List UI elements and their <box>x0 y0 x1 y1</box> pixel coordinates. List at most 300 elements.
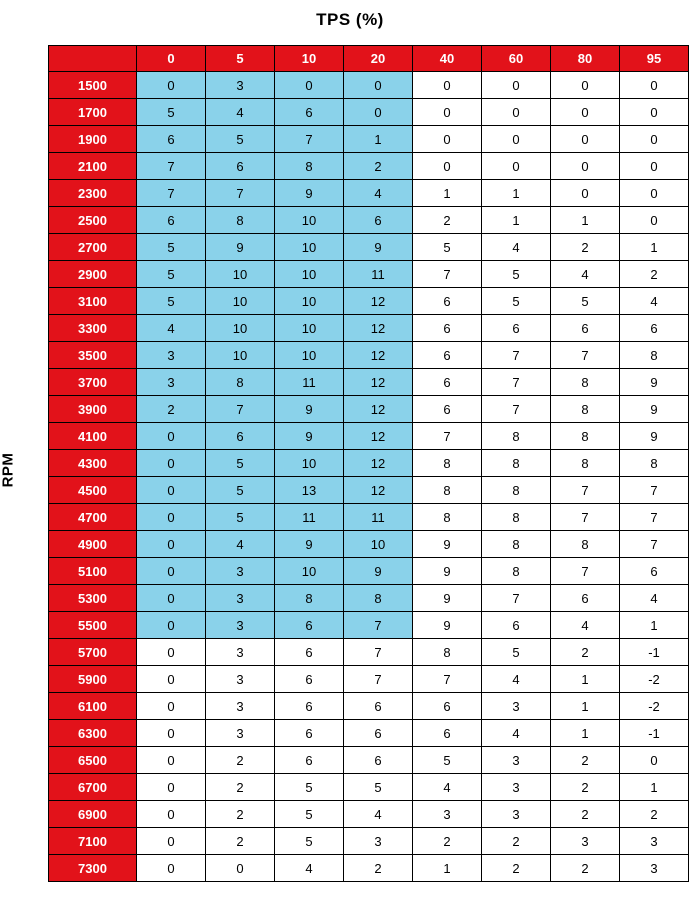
data-cell: 9 <box>206 234 275 261</box>
data-cell: 0 <box>344 99 413 126</box>
data-cell: 3 <box>551 828 620 855</box>
data-cell: -2 <box>620 666 689 693</box>
data-cell: 6 <box>275 639 344 666</box>
table-body <box>49 72 689 882</box>
data-cell: 3 <box>620 828 689 855</box>
data-cell: 7 <box>344 612 413 639</box>
data-cell: -2 <box>620 693 689 720</box>
data-cell: 3 <box>206 558 275 585</box>
column-header: 20 <box>344 46 413 72</box>
data-cell: 5 <box>206 126 275 153</box>
data-cell: 0 <box>137 612 206 639</box>
data-cell: 5 <box>137 234 206 261</box>
data-cell: 2 <box>206 774 275 801</box>
row-header: 3500 <box>49 342 137 369</box>
data-cell: 10 <box>275 207 344 234</box>
data-cell: 9 <box>275 180 344 207</box>
row-header: 6300 <box>49 720 137 747</box>
table-row <box>49 423 689 450</box>
data-cell: 12 <box>344 315 413 342</box>
data-cell: 12 <box>344 450 413 477</box>
data-cell: 5 <box>275 828 344 855</box>
table-row <box>49 450 689 477</box>
data-cell: 2 <box>620 261 689 288</box>
data-cell: 0 <box>137 666 206 693</box>
data-cell: 1 <box>482 207 551 234</box>
row-header: 4500 <box>49 477 137 504</box>
data-cell: 0 <box>482 126 551 153</box>
table-row <box>49 180 689 207</box>
data-cell: 10 <box>206 261 275 288</box>
data-cell: 8 <box>551 369 620 396</box>
data-cell: 3 <box>620 855 689 882</box>
data-cell: 6 <box>482 315 551 342</box>
data-cell: 8 <box>482 423 551 450</box>
data-cell: 6 <box>413 315 482 342</box>
data-cell: 2 <box>413 207 482 234</box>
table-row <box>49 828 689 855</box>
data-cell: 3 <box>482 693 551 720</box>
data-cell: 7 <box>551 504 620 531</box>
data-cell: 3 <box>137 369 206 396</box>
data-cell: 5 <box>482 639 551 666</box>
data-cell: 6 <box>413 342 482 369</box>
row-header: 7100 <box>49 828 137 855</box>
table-header-row <box>49 46 689 72</box>
data-cell: 9 <box>275 531 344 558</box>
chart-title: TPS (%) <box>316 10 384 29</box>
data-cell: 11 <box>275 369 344 396</box>
table-row <box>49 396 689 423</box>
data-cell: 9 <box>620 396 689 423</box>
data-cell: 6 <box>620 558 689 585</box>
data-cell: 2 <box>551 639 620 666</box>
data-cell: 3 <box>137 342 206 369</box>
data-cell: 10 <box>275 315 344 342</box>
row-header: 2100 <box>49 153 137 180</box>
data-cell: 1 <box>551 666 620 693</box>
column-header: 0 <box>137 46 206 72</box>
row-header: 2500 <box>49 207 137 234</box>
row-header: 6500 <box>49 747 137 774</box>
data-cell: 0 <box>620 99 689 126</box>
data-cell: 8 <box>551 396 620 423</box>
data-cell: 9 <box>275 423 344 450</box>
data-cell: 0 <box>206 855 275 882</box>
data-cell: 9 <box>413 531 482 558</box>
data-cell: 3 <box>206 72 275 99</box>
data-table-wrapper <box>48 45 689 882</box>
table-row <box>49 801 689 828</box>
data-cell: 11 <box>344 261 413 288</box>
data-cell: 2 <box>551 855 620 882</box>
data-cell: 7 <box>482 396 551 423</box>
data-cell: 3 <box>482 801 551 828</box>
row-header: 5700 <box>49 639 137 666</box>
table-header <box>49 46 689 72</box>
table-row <box>49 288 689 315</box>
data-cell: 3 <box>206 612 275 639</box>
data-cell: 2 <box>413 828 482 855</box>
table-row <box>49 855 689 882</box>
data-cell: 5 <box>137 99 206 126</box>
table-row <box>49 774 689 801</box>
table-row <box>49 72 689 99</box>
data-cell: 2 <box>482 828 551 855</box>
data-cell: 5 <box>206 477 275 504</box>
data-cell: 6 <box>413 396 482 423</box>
table-row <box>49 666 689 693</box>
row-header: 3100 <box>49 288 137 315</box>
data-cell: 10 <box>275 558 344 585</box>
y-axis-label: RPM <box>0 452 17 488</box>
data-cell: 7 <box>344 666 413 693</box>
data-cell: 0 <box>551 180 620 207</box>
table-row <box>49 747 689 774</box>
data-cell: 3 <box>413 801 482 828</box>
data-cell: 6 <box>551 315 620 342</box>
data-cell: 7 <box>137 180 206 207</box>
data-cell: 3 <box>482 747 551 774</box>
column-header: 40 <box>413 46 482 72</box>
data-cell: 8 <box>413 639 482 666</box>
data-cell: 8 <box>413 477 482 504</box>
data-cell: 3 <box>206 720 275 747</box>
data-cell: 8 <box>482 504 551 531</box>
data-cell: 7 <box>344 639 413 666</box>
data-cell: 7 <box>551 477 620 504</box>
data-cell: 0 <box>137 801 206 828</box>
data-cell: 4 <box>275 855 344 882</box>
table-row <box>49 342 689 369</box>
table-row <box>49 315 689 342</box>
data-cell: 1 <box>551 693 620 720</box>
data-cell: 5 <box>482 288 551 315</box>
data-cell: 7 <box>551 558 620 585</box>
data-cell: 2 <box>620 801 689 828</box>
data-cell: -1 <box>620 639 689 666</box>
data-cell: 8 <box>620 450 689 477</box>
data-cell: 4 <box>482 720 551 747</box>
table-corner-cell <box>49 46 137 72</box>
data-cell: 7 <box>413 261 482 288</box>
data-cell: 9 <box>620 369 689 396</box>
data-cell: 9 <box>344 558 413 585</box>
data-cell: 0 <box>620 180 689 207</box>
data-cell: 3 <box>206 693 275 720</box>
table-row <box>49 126 689 153</box>
data-cell: 13 <box>275 477 344 504</box>
data-cell: 6 <box>137 126 206 153</box>
data-cell: 12 <box>344 477 413 504</box>
column-header: 60 <box>482 46 551 72</box>
data-cell: 1 <box>551 720 620 747</box>
data-cell: 5 <box>206 450 275 477</box>
data-cell: 6 <box>344 693 413 720</box>
data-cell: 10 <box>275 342 344 369</box>
data-cell: 0 <box>344 72 413 99</box>
table-row <box>49 207 689 234</box>
data-cell: 6 <box>620 315 689 342</box>
data-cell: 1 <box>551 207 620 234</box>
data-cell: 10 <box>275 234 344 261</box>
table-row <box>49 504 689 531</box>
data-cell: 2 <box>551 234 620 261</box>
data-cell: 9 <box>413 612 482 639</box>
data-cell: 0 <box>137 774 206 801</box>
data-cell: 7 <box>206 396 275 423</box>
row-header: 3300 <box>49 315 137 342</box>
row-header: 2700 <box>49 234 137 261</box>
data-cell: 5 <box>344 774 413 801</box>
data-cell: 8 <box>206 207 275 234</box>
data-cell: 12 <box>344 288 413 315</box>
row-header: 4300 <box>49 450 137 477</box>
row-header: 6900 <box>49 801 137 828</box>
data-cell: 7 <box>275 126 344 153</box>
data-cell: 5 <box>551 288 620 315</box>
data-cell: 6 <box>206 153 275 180</box>
data-cell: 6 <box>482 612 551 639</box>
table-row <box>49 99 689 126</box>
data-cell: 1 <box>620 774 689 801</box>
data-cell: 0 <box>620 153 689 180</box>
data-cell: 6 <box>551 585 620 612</box>
data-cell: 6 <box>137 207 206 234</box>
data-cell: 5 <box>275 801 344 828</box>
data-cell: 12 <box>344 369 413 396</box>
data-cell: 2 <box>206 747 275 774</box>
data-cell: 4 <box>137 315 206 342</box>
data-cell: 6 <box>275 666 344 693</box>
data-cell: 8 <box>413 504 482 531</box>
data-cell: 7 <box>482 369 551 396</box>
data-cell: 0 <box>620 72 689 99</box>
row-header: 2900 <box>49 261 137 288</box>
table-row <box>49 153 689 180</box>
data-cell: 8 <box>413 450 482 477</box>
data-cell: 4 <box>620 585 689 612</box>
data-cell: 8 <box>344 585 413 612</box>
table-row <box>49 558 689 585</box>
data-cell: 2 <box>344 855 413 882</box>
data-cell: 5 <box>482 261 551 288</box>
data-cell: 0 <box>137 531 206 558</box>
data-cell: 0 <box>620 747 689 774</box>
row-header: 3700 <box>49 369 137 396</box>
table-row <box>49 477 689 504</box>
data-cell: 5 <box>413 234 482 261</box>
data-cell: 12 <box>344 342 413 369</box>
data-cell: 6 <box>413 720 482 747</box>
data-cell: 4 <box>413 774 482 801</box>
data-cell: 10 <box>206 288 275 315</box>
data-cell: 2 <box>137 396 206 423</box>
data-cell: 3 <box>206 585 275 612</box>
data-cell: 5 <box>206 504 275 531</box>
data-cell: 8 <box>482 558 551 585</box>
data-cell: 12 <box>344 423 413 450</box>
data-cell: 0 <box>413 153 482 180</box>
table-row <box>49 612 689 639</box>
data-cell: 6 <box>344 747 413 774</box>
data-cell: 11 <box>275 504 344 531</box>
data-cell: 7 <box>482 585 551 612</box>
data-cell: 6 <box>413 369 482 396</box>
data-cell: 0 <box>137 720 206 747</box>
data-cell: 0 <box>620 126 689 153</box>
row-header: 3900 <box>49 396 137 423</box>
data-cell: 5 <box>137 288 206 315</box>
data-cell: 7 <box>137 153 206 180</box>
data-cell: 4 <box>482 666 551 693</box>
data-cell: 3 <box>482 774 551 801</box>
data-cell: 7 <box>551 342 620 369</box>
data-cell: 6 <box>275 612 344 639</box>
data-cell: 10 <box>344 531 413 558</box>
data-cell: 5 <box>137 261 206 288</box>
data-cell: 6 <box>206 423 275 450</box>
data-cell: 3 <box>344 828 413 855</box>
data-cell: 11 <box>344 504 413 531</box>
data-cell: 8 <box>551 423 620 450</box>
data-cell: 6 <box>275 720 344 747</box>
data-cell: 0 <box>137 855 206 882</box>
data-cell: 0 <box>137 477 206 504</box>
data-cell: 0 <box>551 153 620 180</box>
data-cell: 1 <box>620 612 689 639</box>
row-header: 5100 <box>49 558 137 585</box>
data-cell: 6 <box>275 693 344 720</box>
table-row <box>49 531 689 558</box>
table-row <box>49 234 689 261</box>
data-cell: 9 <box>275 396 344 423</box>
data-cell: 0 <box>482 99 551 126</box>
data-cell: 8 <box>482 531 551 558</box>
data-cell: 0 <box>137 558 206 585</box>
table-row <box>49 585 689 612</box>
data-cell: 7 <box>413 423 482 450</box>
data-cell: 2 <box>551 747 620 774</box>
table-row <box>49 720 689 747</box>
row-header: 5900 <box>49 666 137 693</box>
data-cell: 0 <box>413 126 482 153</box>
data-cell: 1 <box>344 126 413 153</box>
data-cell: 3 <box>206 639 275 666</box>
column-header: 5 <box>206 46 275 72</box>
data-cell: 0 <box>137 639 206 666</box>
data-cell: 6 <box>275 747 344 774</box>
table-row <box>49 693 689 720</box>
data-cell: 0 <box>413 99 482 126</box>
data-cell: 0 <box>551 72 620 99</box>
data-cell: 0 <box>137 747 206 774</box>
table-row <box>49 639 689 666</box>
data-cell: 8 <box>551 531 620 558</box>
data-cell: 1 <box>482 180 551 207</box>
row-header: 5300 <box>49 585 137 612</box>
data-cell: 1 <box>413 180 482 207</box>
row-header: 4900 <box>49 531 137 558</box>
data-cell: 0 <box>137 423 206 450</box>
data-cell: 0 <box>137 693 206 720</box>
row-header: 1900 <box>49 126 137 153</box>
row-header: 1500 <box>49 72 137 99</box>
data-cell: 10 <box>206 342 275 369</box>
data-cell: 0 <box>137 585 206 612</box>
data-cell: 4 <box>482 234 551 261</box>
data-cell: 12 <box>344 396 413 423</box>
data-cell: 4 <box>551 261 620 288</box>
data-cell: 8 <box>275 585 344 612</box>
data-table <box>48 45 689 882</box>
data-cell: 0 <box>137 828 206 855</box>
data-cell: 5 <box>413 747 482 774</box>
column-header: 95 <box>620 46 689 72</box>
data-cell: 8 <box>206 369 275 396</box>
data-cell: 10 <box>275 288 344 315</box>
data-cell: 10 <box>275 261 344 288</box>
data-cell: 0 <box>413 72 482 99</box>
data-cell: -1 <box>620 720 689 747</box>
data-cell: 8 <box>620 342 689 369</box>
data-cell: 8 <box>551 450 620 477</box>
data-cell: 10 <box>206 315 275 342</box>
row-header: 6700 <box>49 774 137 801</box>
data-cell: 9 <box>620 423 689 450</box>
data-cell: 6 <box>413 288 482 315</box>
data-cell: 6 <box>275 99 344 126</box>
data-cell: 0 <box>137 504 206 531</box>
data-cell: 6 <box>344 720 413 747</box>
data-cell: 8 <box>275 153 344 180</box>
table-row <box>49 369 689 396</box>
row-header: 7300 <box>49 855 137 882</box>
data-cell: 2 <box>206 828 275 855</box>
data-cell: 8 <box>482 450 551 477</box>
data-cell: 4 <box>344 180 413 207</box>
data-cell: 7 <box>206 180 275 207</box>
data-cell: 0 <box>551 126 620 153</box>
row-header: 2300 <box>49 180 137 207</box>
row-header: 4100 <box>49 423 137 450</box>
data-cell: 9 <box>413 558 482 585</box>
data-cell: 6 <box>413 693 482 720</box>
data-cell: 9 <box>344 234 413 261</box>
data-cell: 0 <box>137 450 206 477</box>
data-cell: 7 <box>413 666 482 693</box>
data-cell: 7 <box>482 342 551 369</box>
data-cell: 7 <box>620 504 689 531</box>
data-cell: 0 <box>551 99 620 126</box>
data-cell: 6 <box>344 207 413 234</box>
row-header: 1700 <box>49 99 137 126</box>
data-cell: 2 <box>344 153 413 180</box>
data-cell: 7 <box>620 531 689 558</box>
data-cell: 2 <box>551 801 620 828</box>
data-cell: 0 <box>482 153 551 180</box>
row-header: 4700 <box>49 504 137 531</box>
data-cell: 7 <box>620 477 689 504</box>
data-cell: 2 <box>206 801 275 828</box>
column-header: 80 <box>551 46 620 72</box>
table-row <box>49 261 689 288</box>
data-cell: 0 <box>275 72 344 99</box>
data-cell: 4 <box>551 612 620 639</box>
data-cell: 1 <box>413 855 482 882</box>
data-cell: 0 <box>482 72 551 99</box>
row-header: 5500 <box>49 612 137 639</box>
